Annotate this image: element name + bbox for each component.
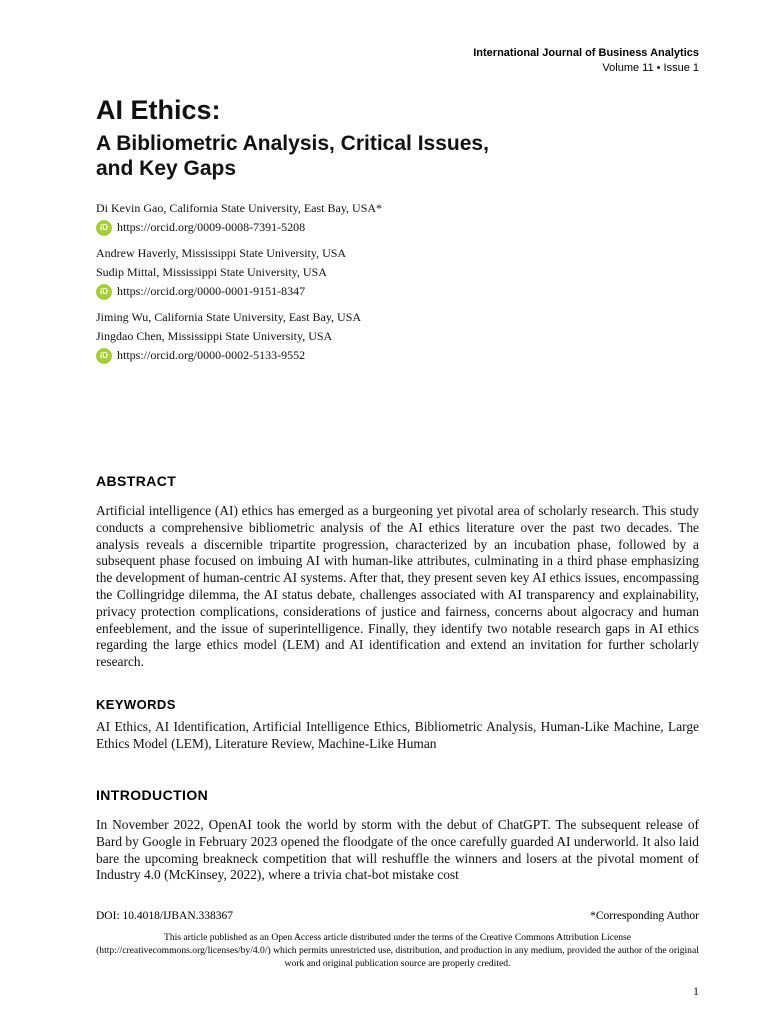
doi-text[interactable]: DOI: 10.4018/IJBAN.338367 — [96, 910, 234, 922]
orcid-icon: iD — [96, 284, 112, 300]
journal-header — [473, 46, 699, 76]
footer-row — [96, 910, 699, 922]
journal-issue: Volume 11 • Issue 1 — [602, 62, 699, 74]
title-block — [96, 93, 516, 181]
orcid-row — [96, 282, 656, 301]
keywords-text: AI Ethics, AI Identification, Artificial Intelligence Ethics, Bibliometric Analysis, Human-Like Machine, Large Ethics Model (LEM), Literature Review, Machine-Like Human — [96, 719, 699, 751]
page-subtitle: A Bibliometric Analysis, Critical Issues, and Key Gaps — [96, 132, 489, 180]
author-line: Andrew Haverly, Mississippi State University, USA — [96, 246, 347, 260]
author-line: Sudip Mittal, Mississippi State University, USA — [96, 265, 327, 279]
orcid-icon: iD — [96, 348, 112, 364]
page-number: 1 — [693, 984, 699, 998]
orcid-icon: iD — [96, 220, 112, 236]
abstract-heading: ABSTRACT — [96, 473, 177, 489]
abstract-text: Artificial intelligence (AI) ethics has emerged as a burgeoning yet pivotal area of scholarly research. This study conducts a comprehensive bibliometric analysis of the AI ethics literature over the past two decades. The analysis reveals a discernible tripartite progression, characterized by an incubation phase, followed by a subsequent phase focused on imbuing AI with human-like attributes, culminating in a third phase emphasizing the development of human-centric AI systems. After that, they present seven key AI ethics issues, encompassing the Collingridge dilemma, the AI status debate, challenges associated with AI transparency and explainability, privacy protection complications, considerations of justice and fairness, concerns about algocracy and human enfeeblement, and the issue of superintelligence. Finally, they identify two notable research gaps in AI ethics regarding the large ethics model (LEM) and AI identification and extend an invitation for further scholarly research. — [96, 503, 699, 670]
introduction-heading: INTRODUCTION — [96, 787, 209, 803]
orcid-link[interactable]: https://orcid.org/0009-0008-7391-5208 — [117, 220, 306, 234]
author-line: Di Kevin Gao, California State University, East Bay, USA* — [96, 201, 383, 215]
license-notice: This article published as an Open Access article distributed under the terms of the Creative Commons Attribution License (http://creativecommons.org/licenses/by/4.0/) which permits unrestricted use, distribution, and production in any medium, provided the author of the original work and original publication source are properly credited. — [96, 932, 699, 969]
page-title: AI Ethics: — [96, 95, 221, 125]
orcid-link[interactable]: https://orcid.org/0000-0002-5133-9552 — [117, 348, 306, 362]
author-list — [96, 199, 656, 365]
author-line: Jiming Wu, California State University, East Bay, USA — [96, 310, 362, 324]
orcid-link[interactable]: https://orcid.org/0000-0001-9151-8347 — [117, 284, 306, 298]
orcid-row — [96, 218, 656, 237]
orcid-row — [96, 346, 656, 365]
corresponding-note: *Corresponding Author — [590, 910, 699, 922]
journal-name: International Journal of Business Analytics — [473, 47, 699, 59]
author-line: Jingdao Chen, Mississippi State University, USA — [96, 329, 333, 343]
keywords-heading: KEYWORDS — [96, 697, 176, 712]
introduction-text: In November 2022, OpenAI took the world by storm with the debut of ChatGPT. The subsequent release of Bard by Google in February 2023 opened the floodgate of the once carefully guarded AI underworld. It also laid bare the upcoming breakneck competition that will reshuffle the winners and losers at the pivotal moment of Industry 4.0 (McKinsey, 2022), where a trivia chat-bot mistake cost — [96, 817, 699, 883]
